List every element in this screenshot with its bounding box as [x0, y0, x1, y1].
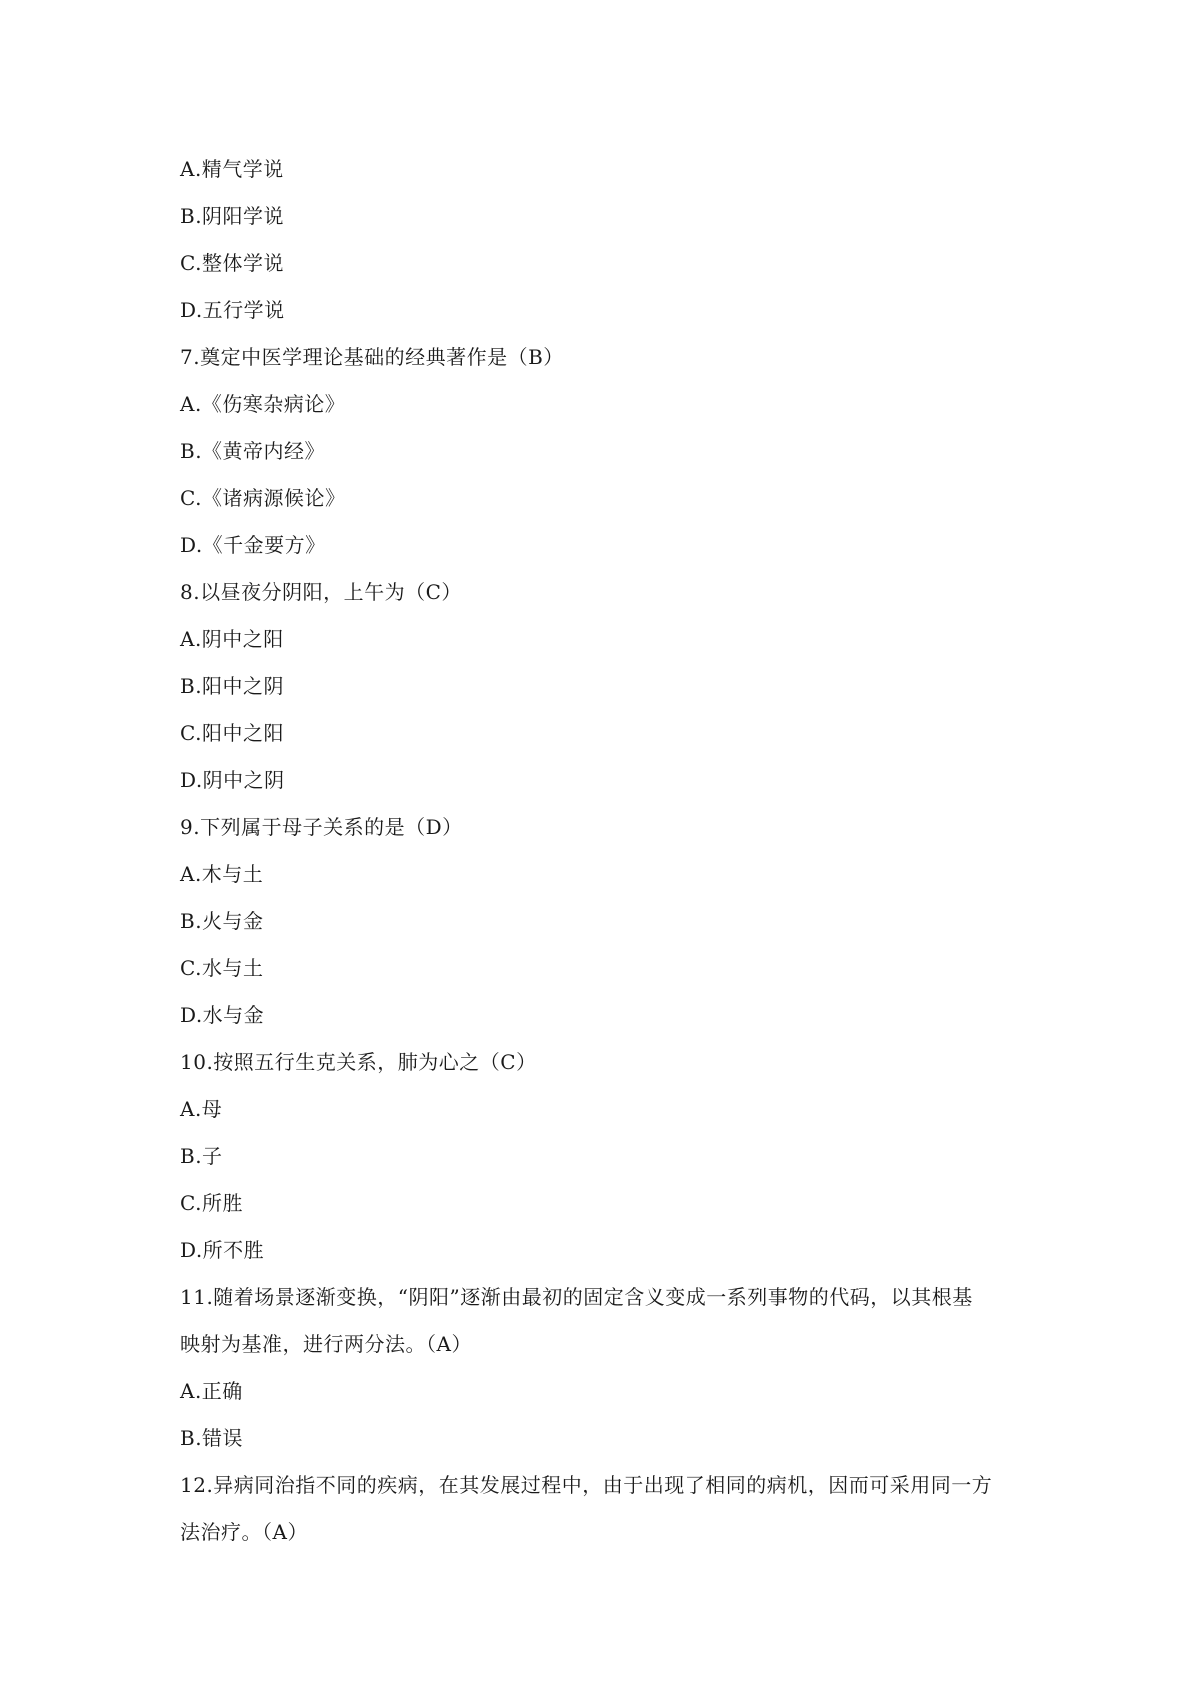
option-text: A.精气学说: [180, 157, 284, 181]
option-text: B.阳中之阴: [180, 674, 285, 698]
option-text: D.水与金: [180, 1003, 265, 1027]
option-text: C.所胜: [180, 1191, 243, 1215]
question-text: 10.按照五行生克关系，肺为心之（C）: [180, 1050, 537, 1074]
option-text: A.《伤寒杂病论》: [180, 392, 346, 416]
option-text: B.错误: [180, 1426, 244, 1450]
option-text: D.《千金要方》: [180, 533, 326, 557]
question-text: 7.奠定中医学理论基础的经典著作是（B）: [180, 345, 564, 369]
option-text: B.火与金: [180, 909, 264, 933]
option-text: C.整体学说: [180, 251, 284, 275]
option-text: A.母: [180, 1097, 223, 1121]
option-text: B.阴阳学说: [180, 204, 285, 228]
question-text-continued: 法治疗。（A）: [180, 1520, 308, 1544]
option-text: C.水与土: [180, 956, 264, 980]
option-text: B.《黄帝内经》: [180, 439, 326, 463]
question-text: 11.随着场景逐渐变换，“阴阳”逐渐由最初的固定含义变成一系列事物的代码，以其根基: [180, 1285, 973, 1309]
question-text: 12.异病同治指不同的疾病，在其发展过程中，由于出现了相同的病机，因而可采用同一方: [180, 1473, 993, 1497]
option-text: C.《诸病源候论》: [180, 486, 346, 510]
option-text: D.五行学说: [180, 298, 285, 322]
question-text: 9.下列属于母子关系的是（D）: [180, 815, 463, 839]
option-text: A.木与土: [180, 862, 264, 886]
question-text: 8.以昼夜分阴阳，上午为（C）: [180, 580, 462, 604]
option-text: B.子: [180, 1144, 223, 1168]
option-text: D.阴中之阴: [180, 768, 285, 792]
option-text: D.所不胜: [180, 1238, 265, 1262]
option-text: A.正确: [180, 1379, 243, 1403]
option-text: A.阴中之阳: [180, 627, 284, 651]
option-text: C.阳中之阳: [180, 721, 284, 745]
question-text-continued: 映射为基准，进行两分法。（A）: [180, 1332, 472, 1356]
